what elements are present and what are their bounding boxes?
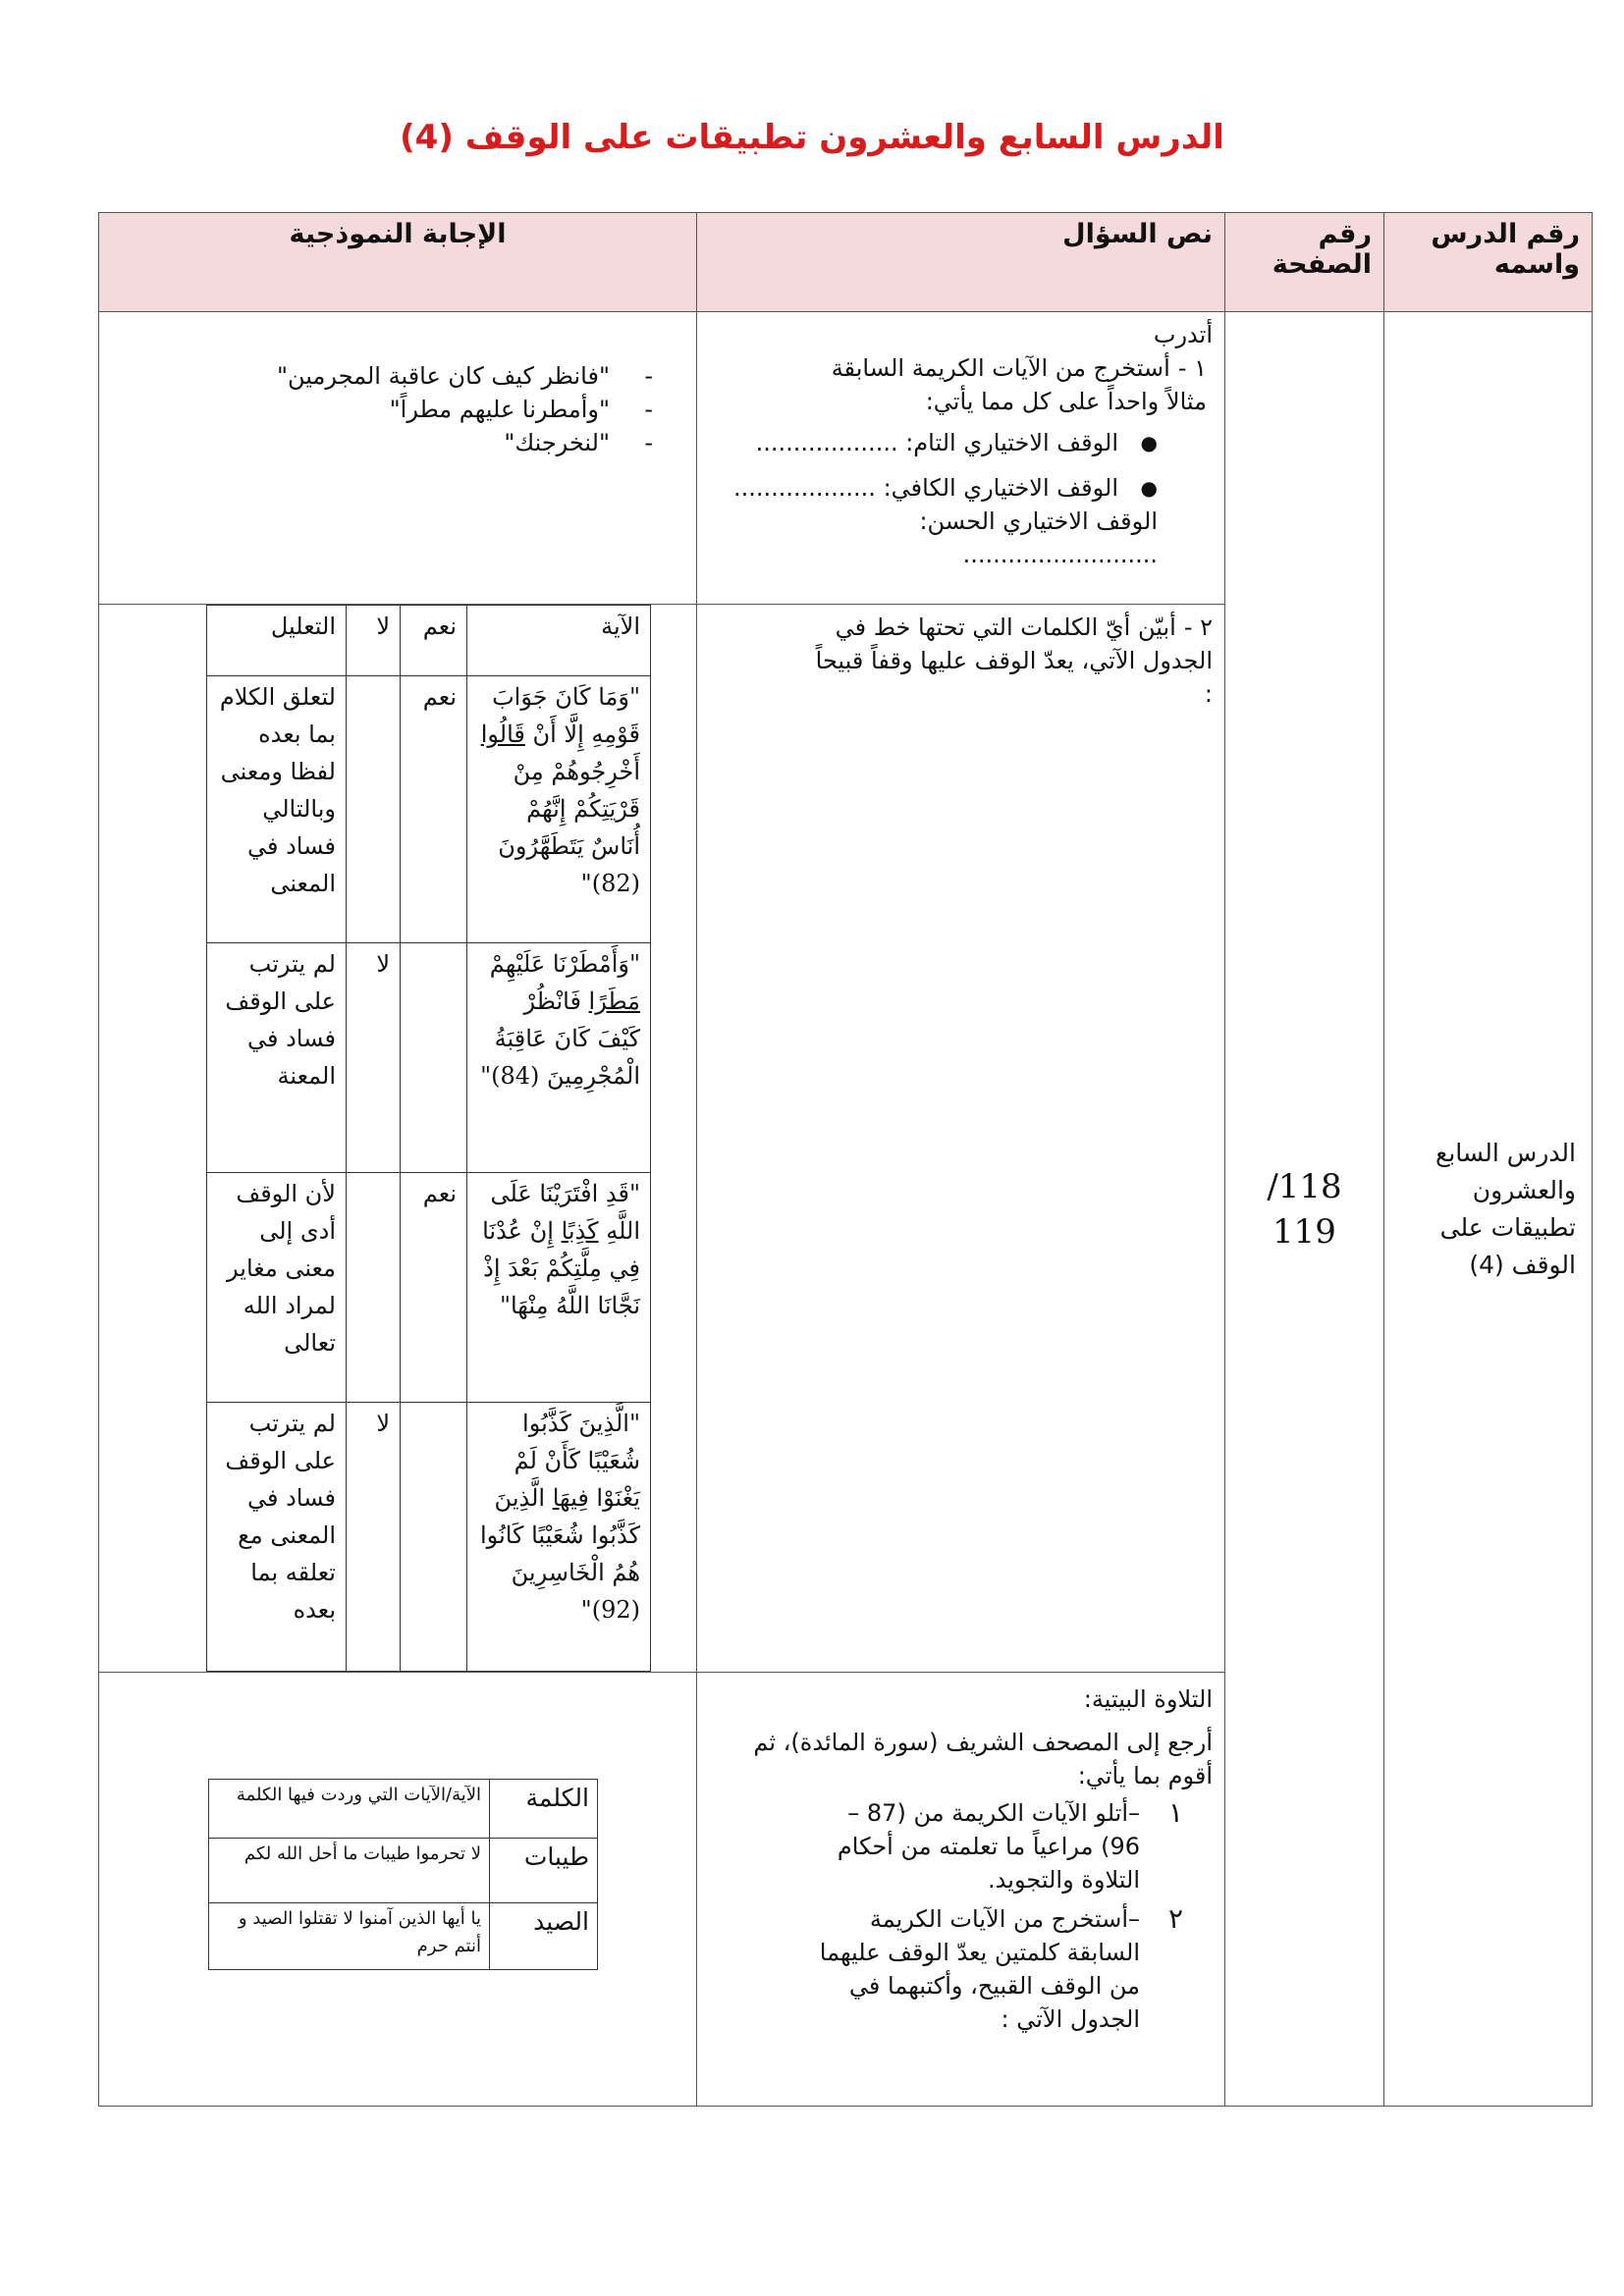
words-table [208, 1779, 598, 1970]
question-2-cell [697, 605, 1225, 1673]
answer-2-cell [99, 605, 697, 1673]
stop-type-item: الوقف الاختياري الحسن: .......................... [919, 507, 1158, 568]
reason-cell: لأن الوقف أدى إلى معنى مغاير لمراد الله تعالى [207, 1173, 347, 1403]
item-number: ١ [1167, 1796, 1183, 1829]
underlined-word: فِيهَا [552, 1484, 589, 1512]
stop-type-item: ● الوقف الاختياري الكافي: ................... [709, 471, 1158, 505]
home-recitation-label: التلاوة البيتية: [1083, 1685, 1213, 1713]
question-2-text: أبيّن أيّ الكلمات التي تحتها خط في الجدول الآتي، يعدّ الوقف عليها وقفاً قبيحاً : [815, 614, 1213, 708]
item-number: ٢ [1167, 1902, 1183, 1935]
recitation-item: –أتلو الآيات الكريمة من (87 – 96) مراعياً ما تعلمته من أحكام التلاوة والتجويد. [837, 1799, 1140, 1894]
lesson-name-cell [1384, 312, 1593, 2107]
answer-item: - "لنخرجنك" [99, 426, 627, 459]
verse-cell: لا تحرموا طيبات ما أحل الله لكم [209, 1839, 490, 1903]
reason-cell: لتعلق الكلام بما بعده لفظا ومعنى وبالتالي فساد في المعنى [207, 676, 347, 943]
question-1-number: ١ - [1177, 354, 1207, 382]
answer-1-cell [99, 312, 697, 605]
underlined-word: كَذِبًا [561, 1217, 599, 1245]
no-cell [347, 676, 401, 943]
ayah-cell: "وَأَمْطَرْنَا عَلَيْهِمْ مَطَرًا فَانْظُرْ كَيْفَ كَانَ عَاقِبَةُ الْمُجْرِمِينَ (84)" [467, 943, 651, 1173]
answer-item: - "فانظر كيف كان عاقبة المجرمين" [99, 359, 627, 393]
page-number-cell [1225, 312, 1384, 2107]
ayah-cell: "الَّذِينَ كَذَّبُوا شُعَيْبًا كَأَنْ لَمْ يَغْنَوْا فِيهَا الَّذِينَ كَذَّبُوا شُعَيْبًا كَانُوا هُمُ الْخَاسِرِينَ (92)" [467, 1403, 651, 1672]
no-cell: لا [347, 943, 401, 1173]
stop-analysis-table [206, 605, 651, 1672]
reason-cell: لم يترتب على الوقف فساد في المعنى مع تعلقه بما بعده [207, 1403, 347, 1672]
table-row [207, 676, 651, 943]
col-reason: التعليل [207, 606, 347, 676]
table-row [207, 1403, 651, 1672]
word-cell: الصيد [490, 1903, 598, 1970]
verse-cell: يا أيها الذين آمنوا لا تقتلوا الصيد و أنتم حرم [209, 1903, 490, 1970]
home-recitation-intro: أرجع إلى المصحف الشريف (سورة المائدة)، ثم أقوم بما يأتي: [753, 1729, 1213, 1789]
col-verse: الآية/الآيات التي وردت فيها الكلمة [209, 1780, 490, 1839]
no-cell [347, 1173, 401, 1403]
underlined-word: قَالُوا [480, 721, 525, 748]
yes-cell: نعم [401, 676, 467, 943]
lesson-name: الدرس السابع والعشرون تطبيقات على الوقف (4) [1435, 1138, 1576, 1279]
reason-cell: لم يترتب على الوقف فساد في المعنة [207, 943, 347, 1173]
word-cell: طيبات [490, 1839, 598, 1903]
table-row [209, 1839, 598, 1903]
table-row [207, 1173, 651, 1403]
yes-cell [401, 1403, 467, 1672]
header-question: نص السؤال [697, 213, 1225, 312]
answer-3-cell [99, 1673, 697, 2107]
question-2-number: ٢ - [1183, 614, 1213, 641]
question-3-cell [697, 1673, 1225, 2107]
header-lesson: رقم الدرس واسمه [1384, 213, 1593, 312]
col-no: لا [347, 606, 401, 676]
page-number: 118/ 119 [1267, 1166, 1342, 1252]
recitation-item: –أستخرج من الآيات الكريمة السابقة كلمتين يعدّ الوقف عليهما من الوقف القبيح، وأكتبهما في الجدول الآتي : [819, 1905, 1140, 2033]
col-word: الكلمة [490, 1780, 598, 1839]
lesson-table [98, 212, 1593, 2107]
question-1-text: أستخرج من الآيات الكريمة السابقة مثالاً واحداً على كل مما يأتي: [831, 354, 1207, 415]
table-row [209, 1903, 598, 1970]
col-ayah: الآية [467, 606, 651, 676]
page-title: الدرس السابع والعشرون تطبيقات على الوقف (4) [400, 118, 1224, 157]
underlined-word: مَطَرًا [588, 988, 640, 1015]
ayah-cell: "وَمَا كَانَ جَوَابَ قَوْمِهِ إِلَّا أَنْ قَالُوا أَخْرِجُوهُمْ مِنْ قَرْيَتِكُمْ إِنَّهُمْ أُنَاسٌ يَتَطَهَّرُونَ (82)" [467, 676, 651, 943]
header-answer: الإجابة النموذجية [99, 213, 697, 312]
question-1-cell [697, 312, 1225, 605]
no-cell: لا [347, 1403, 401, 1672]
answer-item: - "وأمطرنا عليهم مطراً" [99, 393, 627, 426]
yes-cell: نعم [401, 1173, 467, 1403]
header-page: رقم الصفحة [1225, 213, 1384, 312]
yes-cell [401, 943, 467, 1173]
table-row [207, 943, 651, 1173]
col-yes: نعم [401, 606, 467, 676]
stop-type-item: ● الوقف الاختياري التام: ................... [709, 426, 1158, 459]
practice-label: أتدرب [1153, 321, 1213, 348]
ayah-cell: "قَدِ افْتَرَيْنَا عَلَى اللَّهِ كَذِبًا إِنْ عُدْنَا فِي مِلَّتِكُمْ بَعْدَ إِذْ نَجَّانَا اللَّهُ مِنْهَا" [467, 1173, 651, 1403]
